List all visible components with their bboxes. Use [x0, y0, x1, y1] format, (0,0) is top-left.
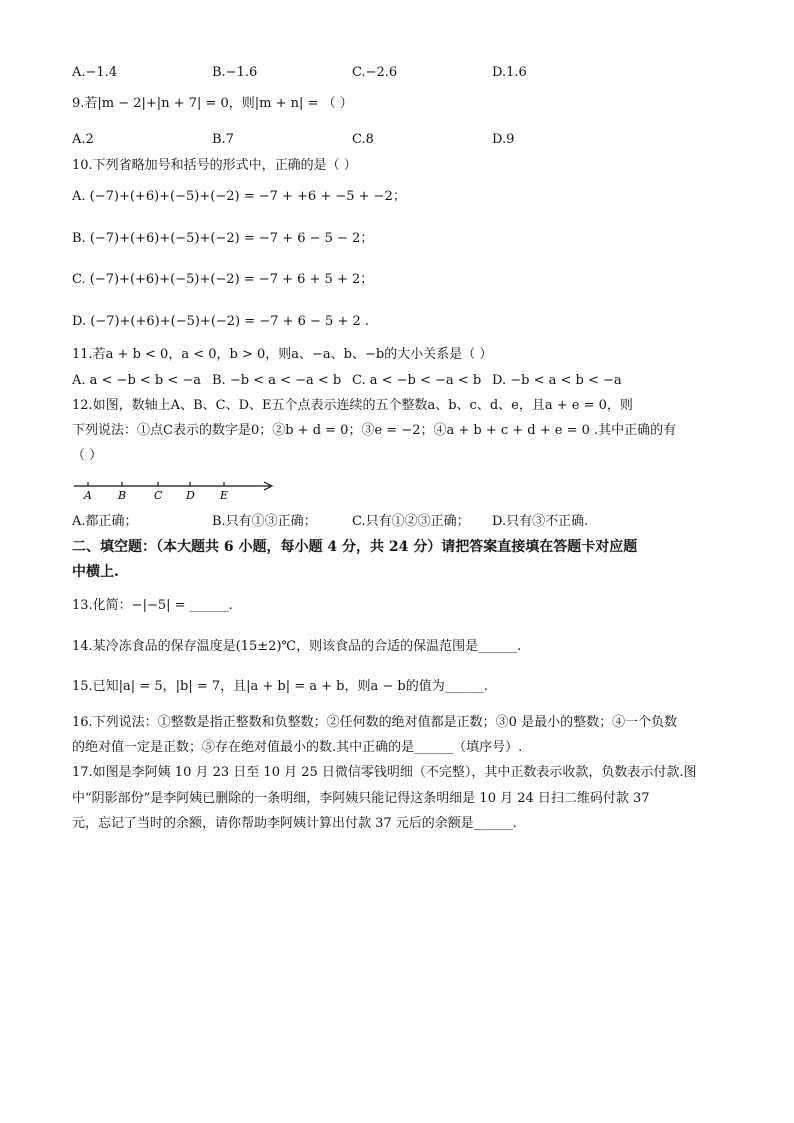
- q10-option-d: D. (−7)+(+6)+(−5)+(−2) = −7 + 6 − 5 + 2 .: [72, 314, 370, 329]
- number-line-figure: [72, 476, 282, 502]
- q9-option-d: D.9: [492, 132, 515, 147]
- label-c: C: [154, 489, 163, 502]
- label-b: B: [118, 489, 127, 502]
- q10-option-b: B. (−7)+(+6)+(−5)+(−2) = −7 + 6 − 5 − 2；: [72, 231, 374, 246]
- q11-option-a: A. a < −b < b < −a: [72, 373, 202, 388]
- q9-option-c: C.8: [352, 132, 374, 147]
- q16-line2: 的绝对值一定是正数；⑤存在绝对值最小的数.其中正确的是______（填序号）.: [72, 740, 523, 755]
- q11-option-c: C. a < −b < −a < b: [352, 373, 482, 388]
- q12-stem-line2: 下列说法：①点C表示的数字是0；②b + d = 0；③e = −2；④a + b + c + d + e = 0 .其中正确的有: [72, 423, 677, 438]
- q12-stem-line3: （ ）: [72, 448, 103, 463]
- q9-option-b: B.7: [212, 132, 234, 147]
- section2-heading-line2: 中横上.: [72, 564, 119, 580]
- q9-stem: 9.若|m − 2|+|n + 7| = 0，则|m + n| = （ ）: [72, 96, 353, 111]
- q12-option-d: D.只有③不正确.: [492, 514, 589, 529]
- q11-option-b: B. −b < a < −a < b: [212, 373, 342, 388]
- q17-line2: 中“阴影部份”是李阿姨已删除的一条明细，李阿姨只能记得这条明细是 10 月 24 日扫二维码付款 37: [72, 791, 650, 806]
- q12-option-b: B.只有①③正确；: [212, 514, 317, 529]
- q12-stem-line1: 12.如图，数轴上A、B、C、D、E五个点表示连续的五个整数a、b、c、d、e，且a + e = 0，则: [72, 398, 633, 413]
- q11-option-d: D. −b < a < b < −a: [492, 373, 622, 388]
- q8-option-a: A.−1.4: [72, 65, 118, 80]
- q13: 13.化简：−|−5| = ______.: [72, 598, 233, 613]
- q17-line1: 17.如图是李阿姨 10 月 23 日至 10 月 25 日微信零钱明细（不完整），其中正数表示收款，负数表示付款.图: [72, 765, 697, 780]
- q16-line1: 16.下列说法：①整数是指正整数和负整数；②任何数的绝对值都是正数；③0 是最小的整数；④一个负数: [72, 715, 678, 730]
- label-d: D: [186, 489, 195, 502]
- q9-option-a: A.2: [72, 132, 94, 147]
- q10-option-a: A. (−7)+(+6)+(−5)+(−2) = −7 + +6 + −5 + −2；: [72, 189, 406, 204]
- q17-line3: 元，忘记了当时的余额，请你帮助李阿姨计算出付款 37 元后的余额是______.: [72, 816, 517, 831]
- q8-option-b: B.−1.6: [212, 65, 258, 80]
- label-e: E: [220, 489, 229, 502]
- q10-option-c: C. (−7)+(+6)+(−5)+(−2) = −7 + 6 + 5 + 2；: [72, 272, 374, 287]
- section2-heading-line1: 二、填空题：（本大题共 6 小题，每小题 4 分，共 24 分）请把答案直接填在答题卡对应题: [72, 539, 638, 555]
- q12-option-c: C.只有①②③正确；: [352, 514, 470, 529]
- q14: 14.某冷冻食品的保存温度是(15±2)℃，则该食品的合适的保温范围是______.: [72, 639, 522, 654]
- q8-option-c: C.−2.6: [352, 65, 398, 80]
- q15: 15.已知|a| = 5，|b| = 7，且|a + b| = a + b，则a − b的值为______.: [72, 679, 488, 694]
- q10-stem: 10.下列省略加号和括号的形式中，正确的是（ ）: [72, 158, 357, 173]
- label-a: A: [84, 489, 92, 502]
- q12-option-a: A.都正确；: [72, 514, 138, 529]
- q11-stem: 11.若a + b < 0，a < 0，b > 0，则a、−a、b、−b的大小关系是（ ）: [72, 347, 493, 362]
- q8-option-d: D.1.6: [492, 65, 527, 80]
